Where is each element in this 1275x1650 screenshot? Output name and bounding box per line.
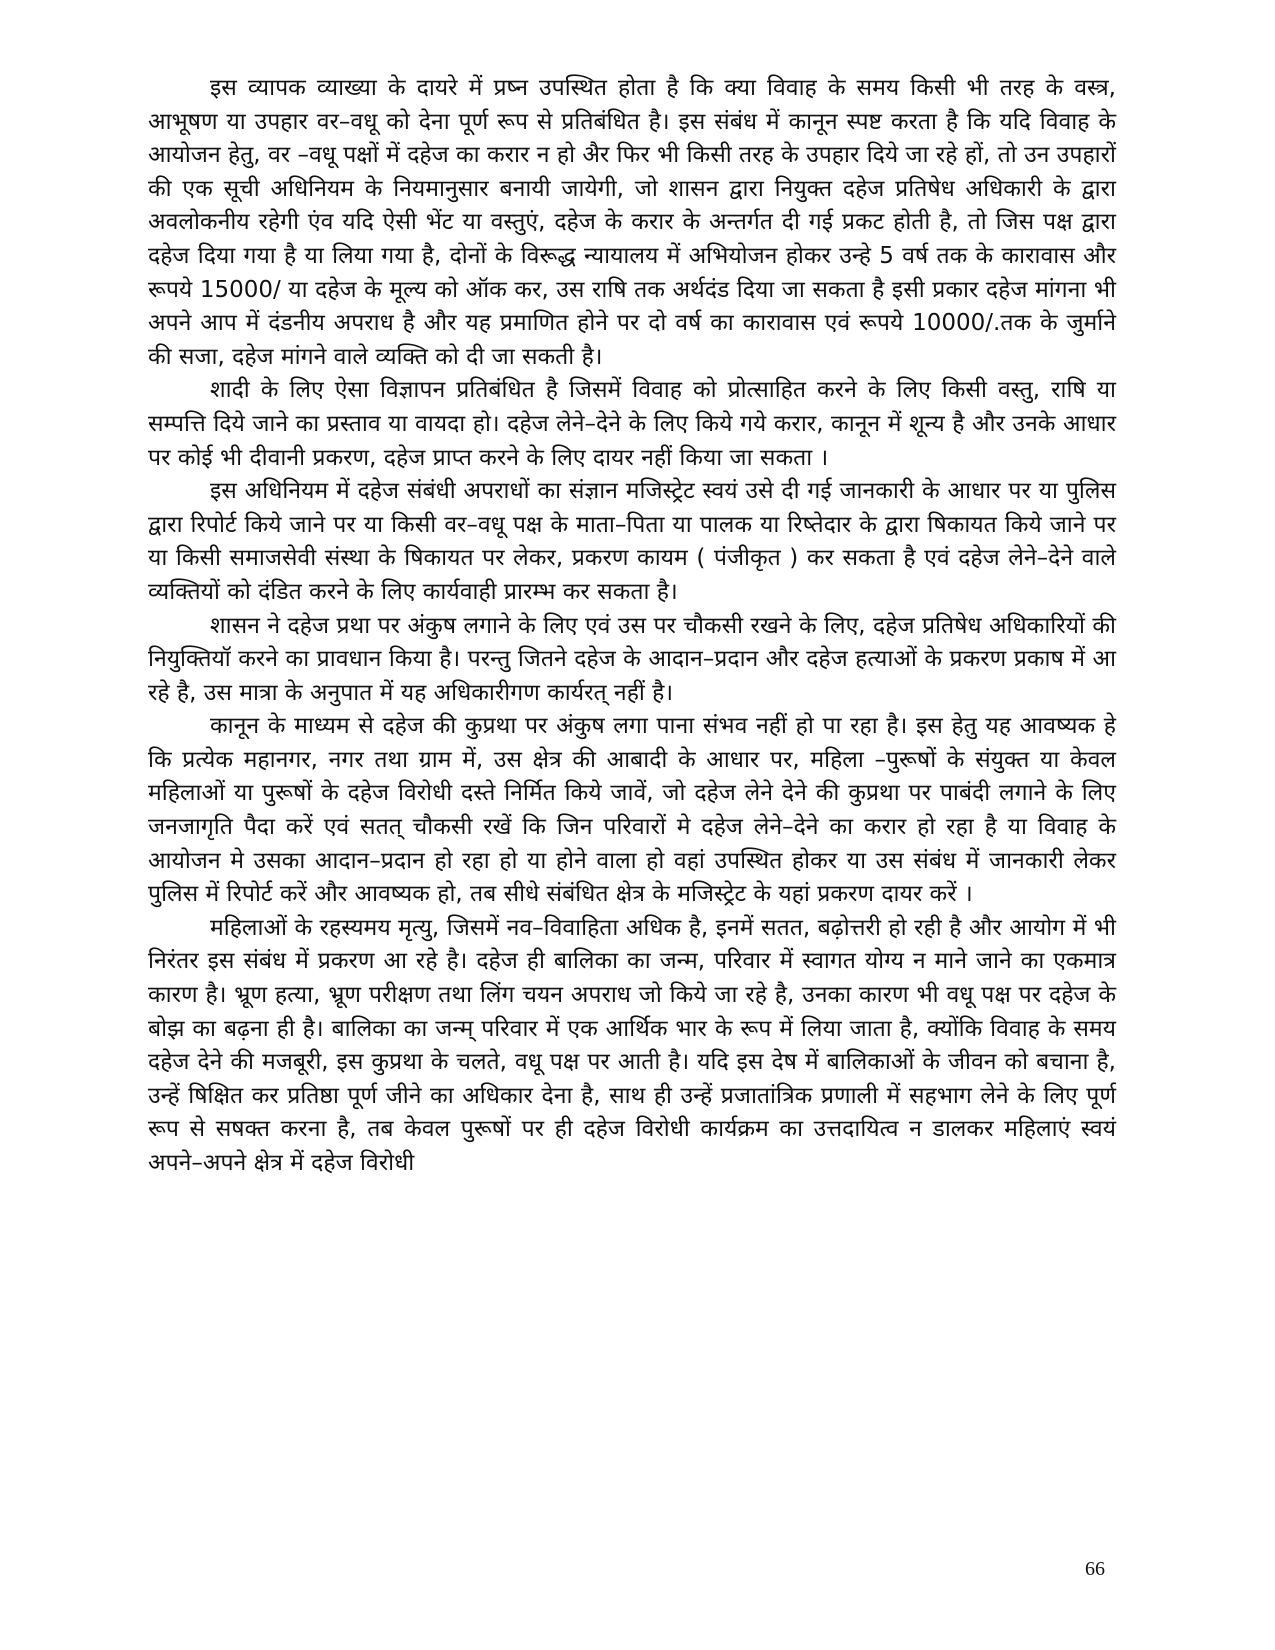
paragraph-1: इस व्यापक व्याख्या के दायरे में प्रष्न उपस्थित होता है कि क्या विवाह के समय किसी भी तरह के वस्त्र, आभूषण या उपहार वर–वधू को देना पूर्ण रूप से प्रतिबंधित है। इस संबंध में कानून स्पष्ट करता है कि यदि विवाह के आयोजन हेतु, वर –वधू पक्षों में दहेज का करार न हो अैर फिर भी किसी तरह के उपहार दिये जा रहे हों, तो उन उपहारों की एक सूची अधिनियम के नियमानुसार बनायी जायेगी, जो शासन द्वारा नियुक्त दहेज प्रतिषेध अधिकारी के द्वारा अवलोकनीय रहेगी एंव यदि ऐसी भेंट या वस्तुएं, दहेज के करार के अन्तर्गत दी गई प्रकट होती है, तो जिस पक्ष द्वारा दहेज दिया गया है या लिया गया है, दोनों के विरूद्ध न्यायालय में अभियोजन होकर उन्हे 5 वर्ष तक के कारावास और रूपये 15000/ या दहेज के मूल्य को ऑक कर, उस राषि तक अर्थदंड दिया जा सकता है इसी प्रकार दहेज मांगना भी अपने आप में दंडनीय अपराध है और यह प्रमाणित होने पर दो वर्ष का कारावास एवं रूपये 10000/.तक के जुर्माने की सजा, दहेज मांगने वाले व्यक्ति को दी जा सकती है। [148, 75, 1116, 370]
paragraph-6: महिलाओं के रहस्यमय मृत्यु, जिसमें नव–विवाहिता अधिक है, इनमें सतत, बढ़ोत्तरी हो रही है और आयोग में भी निरंतर इस संबंध में प्रकरण आ रहे है। दहेज ही बालिका का जन्म, परिवार में स्वागत योग्य न माने जाने का एकमात्र कारण है। भ्रूण हत्या, भ्रूण परीक्षण तथा लिंग चयन अपराध जो किये जा रहे है, उनका कारण भी वधू पक्ष पर दहेज के बोझ का बढ़ना ही है। बालिका का जन्म् परिवार में एक आर्थिक भार के रूप में लिया जाता है, क्योंकि विवाह के समय दहेज देने की मजबूरी, इस कुप्रथा के चलते, वधू पक्ष पर आती है। यदि इस देष में बालिकाओं के जीवन को बचाना है, उन्हें षिक्षित कर प्रतिष्ठा पूर्ण जीने का अधिकार देना है, साथ ही उन्हें प्रजातांत्रिक प्रणाली में सहभाग लेने के लिए पूर्ण रूप से सषक्त करना है, तब केवल पुरूषों पर ही दहेज विरोधी कार्यक्रम का उत्तदायित्व न डालकर महिलाएं स्वयं अपने–अपने क्षेत्र में दहेज विरोधी [148, 914, 1116, 1176]
document-page [148, 72, 1116, 1181]
paragraph-2: शादी के लिए ऐसा विज्ञापन प्रतिबंधित है जिसमें विवाह को प्रोत्साहित करने के लिए किसी वस्तु, राषि या सम्पत्ति दिये जाने का प्रस्ताव या वायदा हो। दहेज लेने–देने के लिए किये गये करार, कानून में शून्य है और उनके आधार पर कोई भी दीवानी प्रकरण, दहेज प्राप्त करने के लिए दायर नहीं किया जा सकता । [148, 377, 1116, 471]
paragraph-3: इस अधिनियम में दहेज संबंधी अपराधों का संज्ञान मजिस्ट्रेट स्वयं उसे दी गई जानकारी के आधार पर या पुलिस द्वारा रिपोर्ट किये जाने पर या किसी वर–वधू पक्ष के माता–पिता या पालक या रिष्तेदार के द्वारा षिकायत किये जाने पर या किसी समाजसेवी संस्था के षिकायत पर लेकर, प्रकरण कायम ( पंजीकृत ) कर सकता है एवं दहेज लेने–देने वाले व्यक्तियों को दंडित करने के लिए कार्यवाही प्रारम्भ कर सकता है। [148, 478, 1116, 605]
page-number: 66 [1085, 1558, 1105, 1580]
paragraph-5: कानून के माध्यम से दहेज की कुप्रथा पर अंकुष लगा पाना संभव नहीं हो पा रहा है। इस हेतु यह आवष्यक हे कि प्रत्येक महानगर, नगर तथा ग्राम में, उस क्षेत्र की आबादी के आधार पर, महिला –पुरूषों के संयुक्त या केवल महिलाओं या पुरूषों के दहेज विरोधी दस्ते निर्मित किये जावें, जो दहेज लेने देने की कुप्रथा पर पाबंदी लगाने के लिए जनजागृति पैदा करें एवं सतत् चौकसी रखें कि जिन परिवारों मे दहेज लेने–देने का करार हो रहा है या विवाह के आयोजन मे उसका आदान–प्रदान हो रहा हो या होने वाला हो वहां उपस्थित होकर या उस संबंध में जानकारी लेकर पुलिस में रिपोर्ट करें और आवष्यक हो, तब सीधे संबंधित क्षेत्र के मजिस्ट्रेट के यहां प्रकरण दायर करें । [148, 713, 1116, 908]
paragraph-4: शासन ने दहेज प्रथा पर अंकुष लगाने के लिए एवं उस पर चौकसी रखने के लिए, दहेज प्रतिषेध अधिकारियों की नियुक्तियॉ करने का प्रावधान किया है। परन्तु जितने दहेज के आदान–प्रदान और दहेज हत्याओं के प्रकरण प्रकाष में आ रहे है, उस मात्रा के अनुपात में यह अधिकारीगण कार्यरत् नहीं है। [148, 612, 1116, 706]
